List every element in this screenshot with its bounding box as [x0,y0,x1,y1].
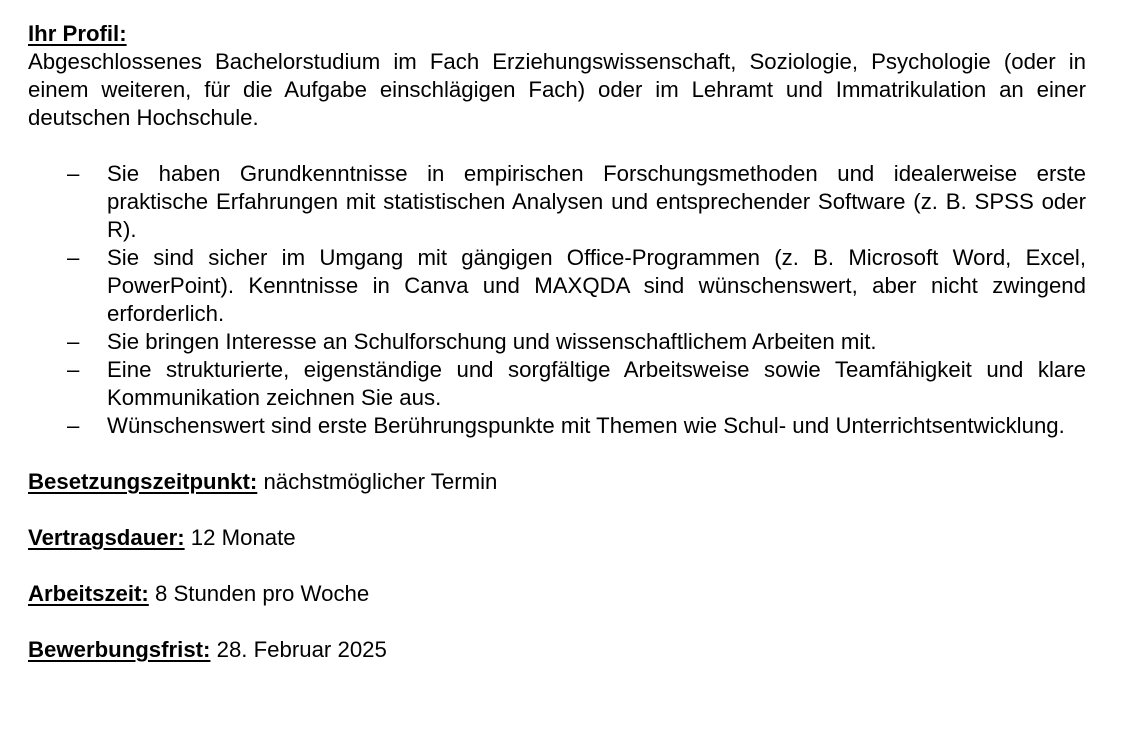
bullet-dash: – [67,357,80,382]
requirement-text: Sie sind sicher im Umgang mit gängigen Office-Programmen (z. B. Microsoft Word, Excel, PowerPoint). Kenntnisse in Canva und MAXQDA sind wünschenswert, aber nicht zwingend erforderlich. [107,245,1086,326]
requirement-text: Sie bringen Interesse an Schulforschung und wissenschaftlichem Arbeiten mit. [107,329,877,354]
bullet-dash: – [67,245,80,270]
profile-intro: Abgeschlossenes Bachelorstudium im Fach Erziehungswissenschaft, Soziologie, Psychologie (oder in einem weiteren, für die Aufgabe einschlägigen Fach) oder im Lehramt und Immatrikulation an einer deutschen Hochschule. [28,49,1086,130]
start-date-field [28,468,1086,496]
contract-duration-field [28,524,1086,552]
bullet-dash: – [67,161,80,186]
start-date-value: nächstmöglicher Termin [263,469,498,494]
requirement-text: Wünschenswert sind erste Berührungspunkte mit Themen wie Schul- und Unterrichtsentwicklung. [107,413,1065,438]
requirement-item [28,244,1086,328]
application-deadline-field [28,636,1086,664]
contract-duration-value: 12 Monate [190,525,296,550]
requirement-item [28,328,1086,356]
requirement-text: Eine strukturierte, eigenständige und sorgfältige Arbeitsweise sowie Teamfähigkeit und klare Kommunikation zeichnen Sie aus. [107,357,1086,410]
application-deadline-label: Bewerbungsfrist: [28,637,211,662]
start-date-label: Besetzungszeitpunkt: [28,469,258,494]
working-hours-field [28,580,1086,608]
requirement-item [28,412,1086,440]
working-hours-value: 8 Stunden pro Woche [155,581,370,606]
requirement-text: Sie haben Grundkenntnisse in empirischen Forschungsmethoden und idealerweise erste praktische Erfahrungen mit statistischen Analysen und entsprechender Software (z. B. SPSS oder R). [107,161,1086,242]
requirement-item [28,160,1086,244]
application-deadline-value: 28. Februar 2025 [216,637,387,662]
contract-duration-label: Vertragsdauer: [28,525,185,550]
requirement-item [28,356,1086,412]
bullet-dash: – [67,413,80,438]
bullet-dash: – [67,329,80,354]
working-hours-label: Arbeitszeit: [28,581,149,606]
requirements-list [28,160,1086,440]
profile-heading: Ihr Profil: [28,21,127,46]
